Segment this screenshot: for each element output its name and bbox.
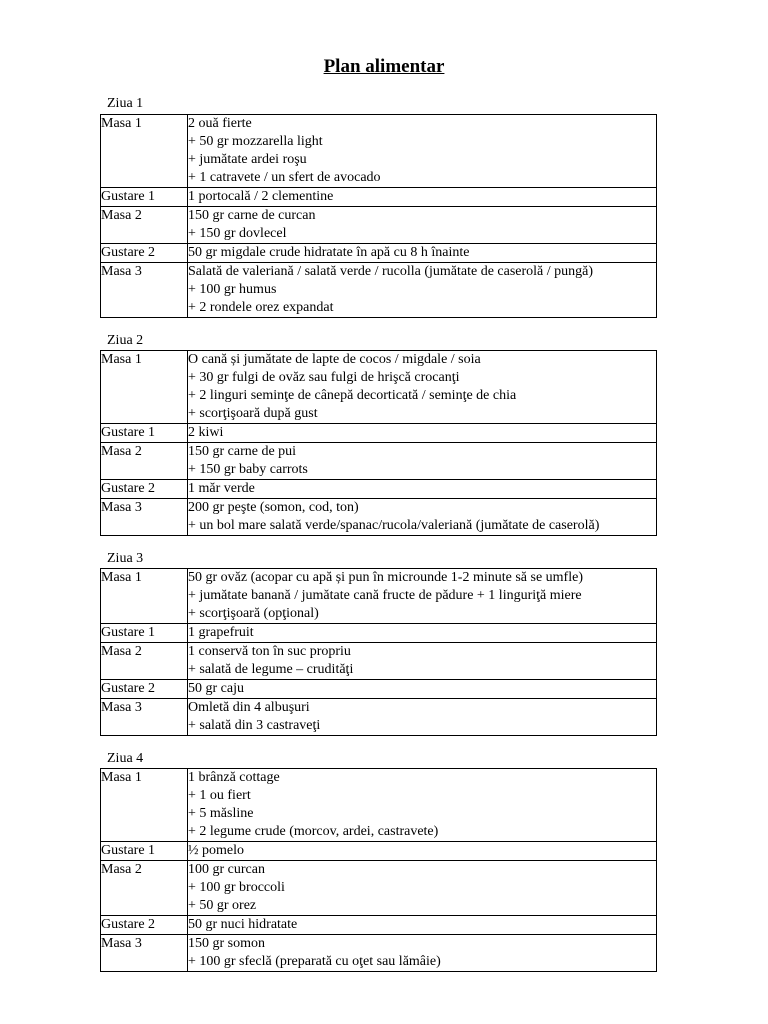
meal-item-line: 50 gr ovăz (acopar cu apă și pun în microunde 1-2 minute să se umfle) — [188, 570, 583, 585]
meal-name: Gustare 1 — [101, 842, 188, 861]
table-row — [101, 207, 657, 244]
meal-name: Gustare 1 — [101, 188, 188, 207]
table-row — [101, 935, 657, 972]
day-label-1: Ziua 1 — [107, 96, 144, 111]
meal-items — [188, 643, 657, 680]
meal-item-line: ½ pomelo — [188, 843, 244, 858]
meal-item-line: + 50 gr orez — [188, 898, 257, 913]
meal-item-line: + 2 linguri seminţe de cânepă decorticată / seminţe de chia — [188, 388, 517, 403]
table-row — [101, 569, 657, 624]
meal-item-line: 100 gr curcan — [188, 862, 265, 877]
meal-items — [188, 916, 657, 935]
meal-name: Masa 2 — [101, 443, 188, 480]
meal-items — [188, 188, 657, 207]
meal-items — [188, 861, 657, 916]
meal-item-line: + jumătate banană / jumătate cană fructe de pădure + 1 linguriţă miere — [188, 588, 582, 603]
table-row — [101, 769, 657, 842]
meal-table-day-3 — [100, 568, 657, 736]
meal-item-line: 2 kiwi — [188, 425, 224, 440]
meal-items — [188, 624, 657, 643]
meal-items — [188, 842, 657, 861]
meal-item-line: + salată din 3 castraveţi — [188, 718, 321, 733]
meal-item-line: 50 gr migdale crude hidratate în apă cu 8 h înainte — [188, 245, 470, 260]
meal-item-line: + 150 gr dovlecel — [188, 226, 287, 241]
meal-items — [188, 699, 657, 736]
meal-item-line: 150 gr carne de pui — [188, 444, 297, 459]
meal-name: Masa 1 — [101, 351, 188, 424]
meal-item-line: 1 portocală / 2 clementine — [188, 189, 334, 204]
table-row — [101, 643, 657, 680]
meal-item-line: + 100 gr broccoli — [188, 880, 285, 895]
page-title: Plan alimentar — [323, 56, 445, 77]
meal-item-line: + jumătate ardei roşu — [188, 152, 307, 167]
meal-item-line: + 50 gr mozzarella light — [188, 134, 323, 149]
meal-name: Gustare 2 — [101, 916, 188, 935]
table-row — [101, 443, 657, 480]
meal-item-line: 150 gr somon — [188, 936, 265, 951]
meal-name: Masa 2 — [101, 207, 188, 244]
meal-item-line: 1 brânză cottage — [188, 770, 280, 785]
meal-table-day-4 — [100, 768, 657, 972]
meal-items — [188, 935, 657, 972]
meal-name: Masa 3 — [101, 499, 188, 536]
meal-item-line: + 100 gr humus — [188, 282, 277, 297]
meal-item-line: + un bol mare salată verde/spanac/rucola/valeriană (jumătate de caserolă) — [188, 518, 600, 533]
meal-name: Masa 2 — [101, 861, 188, 916]
meal-items — [188, 244, 657, 263]
table-row — [101, 480, 657, 499]
meal-items — [188, 680, 657, 699]
meal-item-line: + 30 gr fulgi de ovăz sau fulgi de hrişcă crocanţi — [188, 370, 460, 385]
meal-items — [188, 499, 657, 536]
meal-name: Masa 1 — [101, 115, 188, 188]
meal-item-line: 50 gr caju — [188, 681, 244, 696]
meal-name: Gustare 1 — [101, 624, 188, 643]
meal-item-line: + 1 catravete / un sfert de avocado — [188, 170, 381, 185]
table-row — [101, 680, 657, 699]
meal-name: Masa 2 — [101, 643, 188, 680]
meal-item-line: 200 gr peşte (somon, cod, ton) — [188, 500, 359, 515]
meal-item-line: Salată de valeriană / salată verde / rucolla (jumătate de caserolă / pungă) — [188, 264, 594, 279]
meal-item-line: + 1 ou fiert — [188, 788, 251, 803]
meal-items — [188, 443, 657, 480]
table-row — [101, 699, 657, 736]
table-row — [101, 424, 657, 443]
meal-items — [188, 424, 657, 443]
meal-table-day-1 — [100, 114, 657, 318]
meal-item-line: 2 ouă fierte — [188, 116, 252, 131]
meal-name: Masa 1 — [101, 569, 188, 624]
meal-item-line: 1 grapefruit — [188, 625, 254, 640]
meal-items — [188, 769, 657, 842]
meal-item-line: + 5 măsline — [188, 806, 254, 821]
meal-item-line: + 2 legume crude (morcov, ardei, castravete) — [188, 824, 439, 839]
table-row — [101, 244, 657, 263]
meal-items — [188, 569, 657, 624]
meal-name: Masa 3 — [101, 935, 188, 972]
meal-item-line: 1 măr verde — [188, 481, 255, 496]
meal-item-line: + scorţişoară (opţional) — [188, 606, 319, 621]
meal-item-line: + 100 gr sfeclă (preparată cu oţet sau lămâie) — [188, 954, 441, 969]
meal-name: Gustare 2 — [101, 680, 188, 699]
day-label-2: Ziua 2 — [107, 333, 144, 348]
table-row — [101, 351, 657, 424]
meal-item-line: + salată de legume – crudităţi — [188, 662, 354, 677]
table-row — [101, 916, 657, 935]
table-row — [101, 499, 657, 536]
meal-items — [188, 351, 657, 424]
meal-item-line: O cană și jumătate de lapte de cocos / migdale / soia — [188, 352, 481, 367]
table-row — [101, 861, 657, 916]
table-row — [101, 624, 657, 643]
meal-item-line: + 2 rondele orez expandat — [188, 300, 334, 315]
meal-table-day-2 — [100, 350, 657, 536]
meal-items — [188, 480, 657, 499]
meal-items — [188, 115, 657, 188]
table-row — [101, 263, 657, 318]
meal-item-line: 50 gr nuci hidratate — [188, 917, 298, 932]
meal-name: Masa 3 — [101, 699, 188, 736]
table-row — [101, 115, 657, 188]
meal-item-line: + 150 gr baby carrots — [188, 462, 308, 477]
meal-item-line: 1 conservă ton în suc propriu — [188, 644, 351, 659]
meal-item-line: + scorţişoară după gust — [188, 406, 318, 421]
day-label-4: Ziua 4 — [107, 751, 144, 766]
meal-items — [188, 263, 657, 318]
meal-item-line: 150 gr carne de curcan — [188, 208, 316, 223]
meal-items — [188, 207, 657, 244]
table-row — [101, 188, 657, 207]
meal-name: Masa 1 — [101, 769, 188, 842]
table-row — [101, 842, 657, 861]
meal-name: Gustare 1 — [101, 424, 188, 443]
day-label-3: Ziua 3 — [107, 551, 144, 566]
meal-item-line: Omletă din 4 albuşuri — [188, 700, 310, 715]
meal-name: Gustare 2 — [101, 244, 188, 263]
meal-name: Masa 3 — [101, 263, 188, 318]
meal-name: Gustare 2 — [101, 480, 188, 499]
